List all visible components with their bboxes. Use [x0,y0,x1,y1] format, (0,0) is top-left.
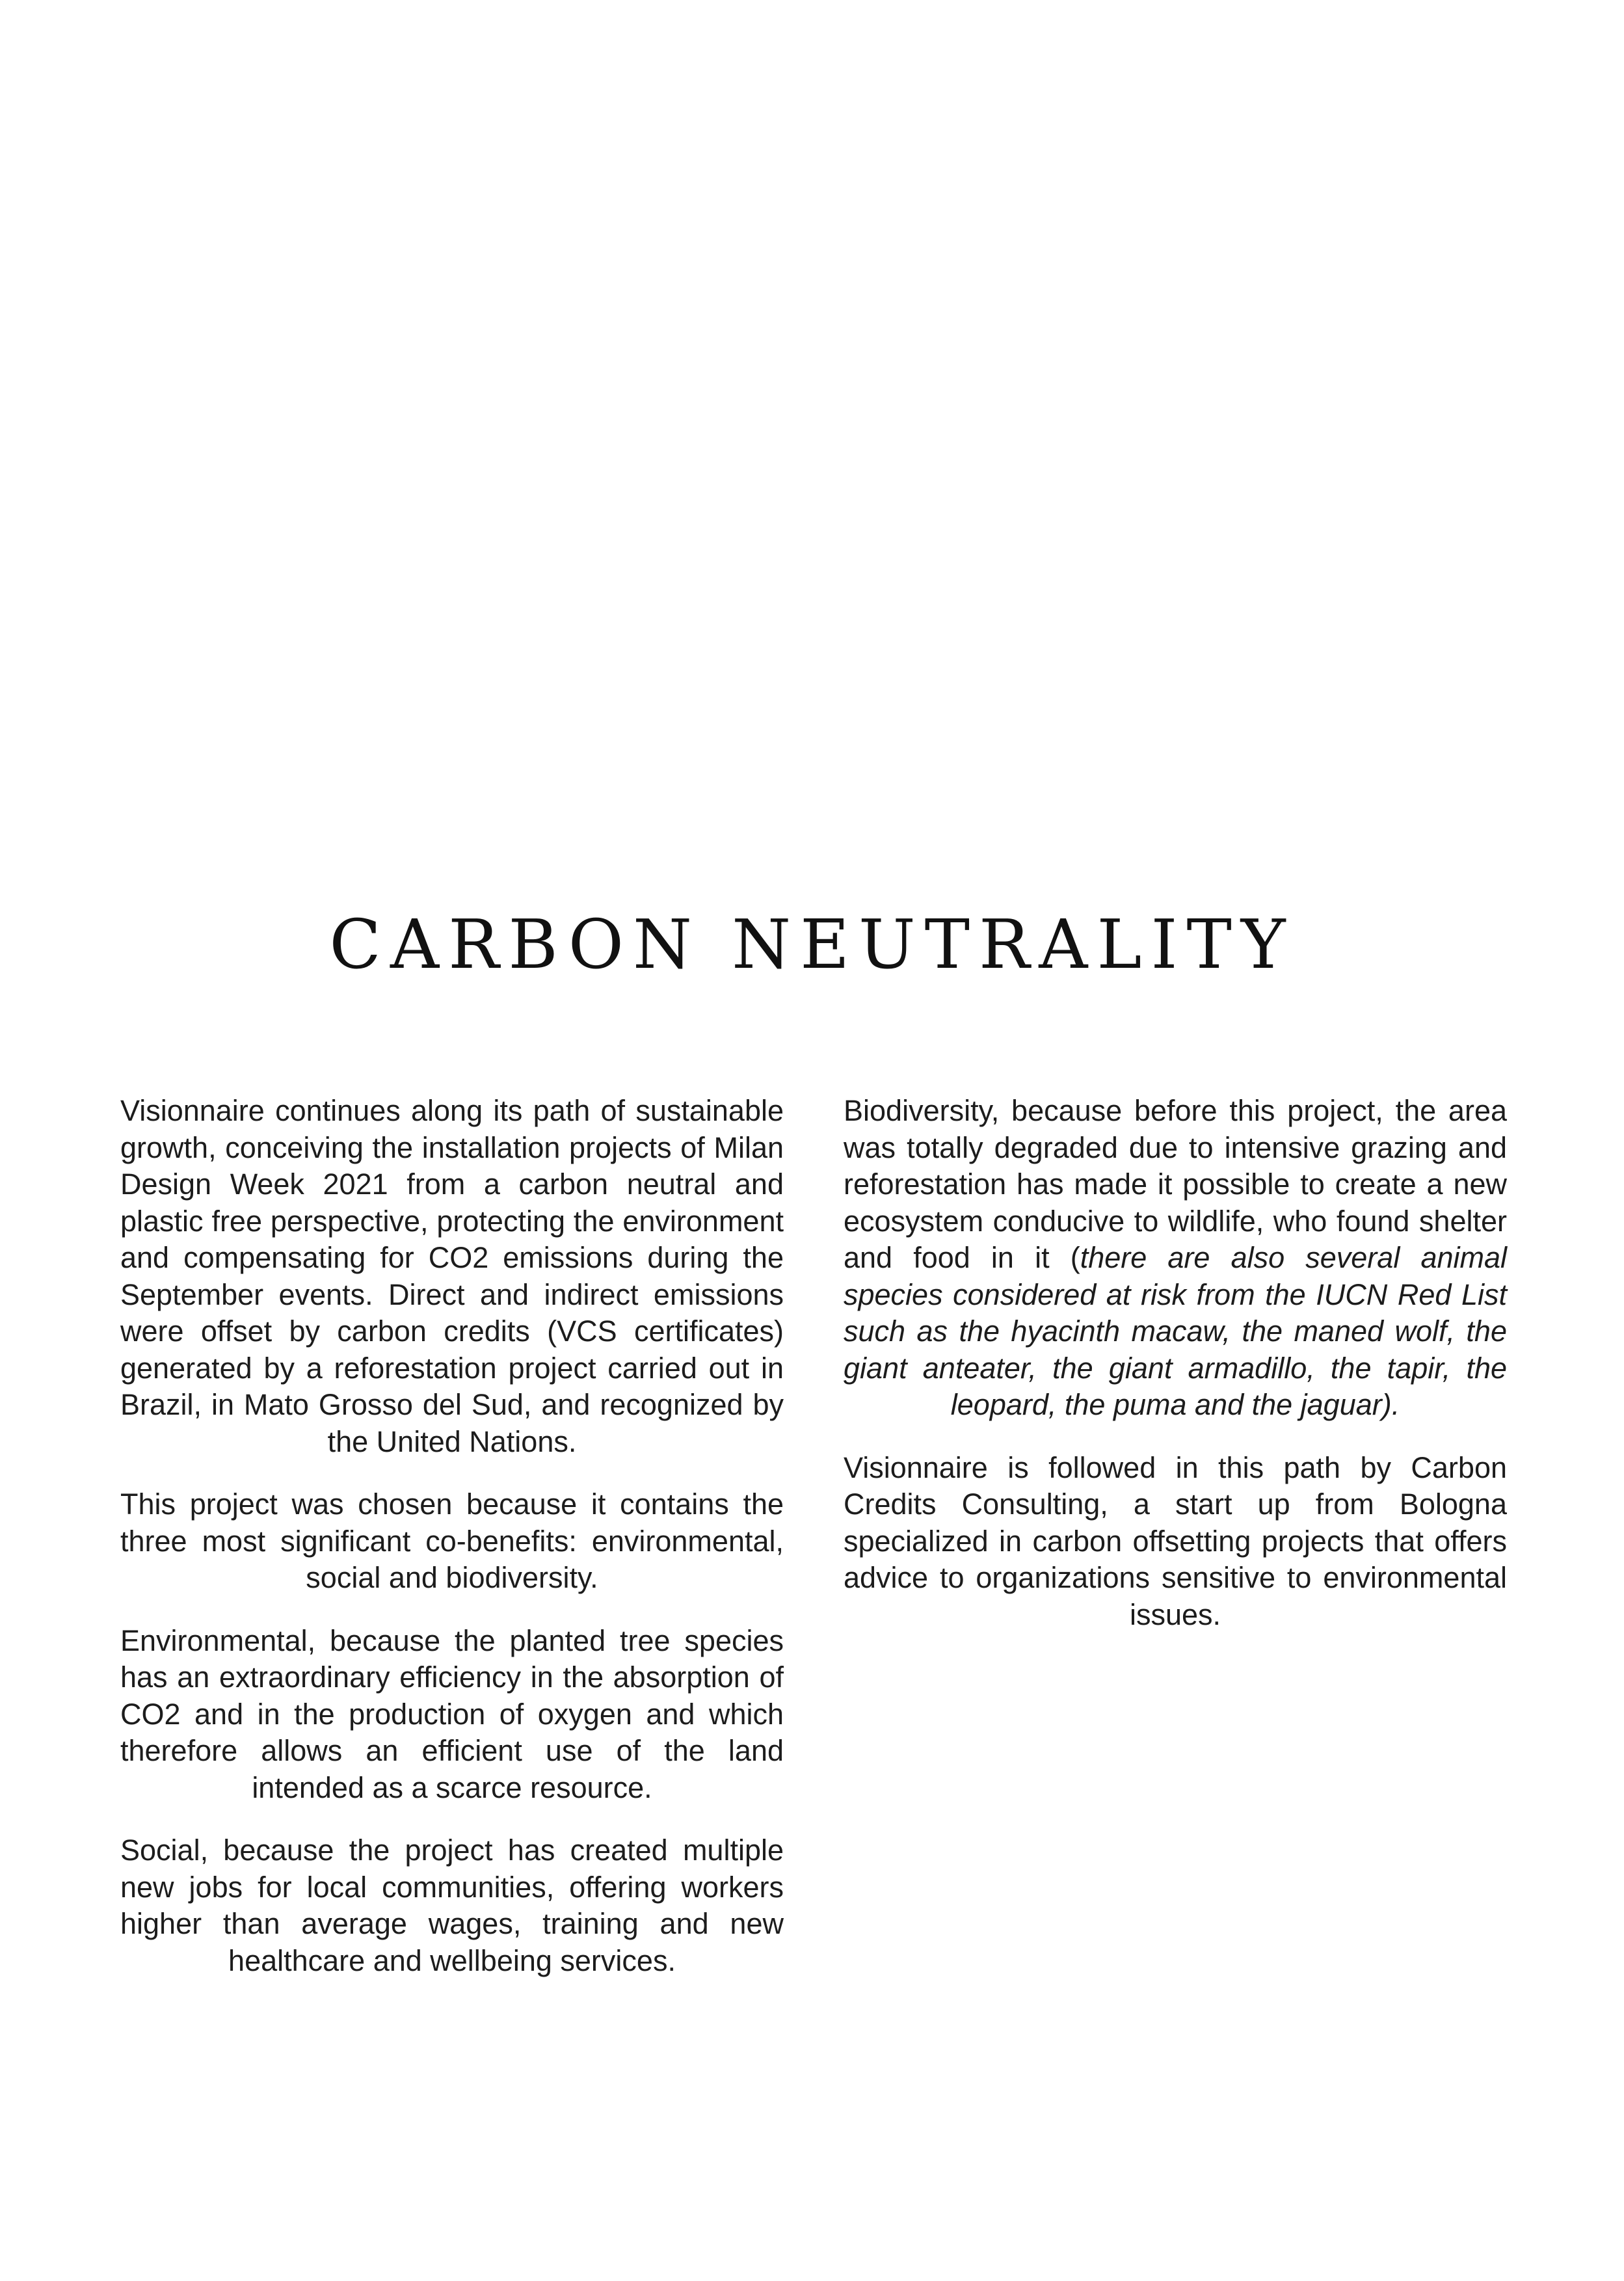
paragraph-intro: Visionnaire continues along its path of sustainable growth, conceiving the installation projects of Milan Design Week 2021 from a carbon neutral and plastic free perspective, protecting the environment and compensating for CO2 emissions during the September events. Direct and indirect emissions were offset by carbon credits (VCS certificates) generated by a reforestation project carried out in Brazil, in Mato Grosso del Sud, and recognized by the United Nations. [120,1094,784,1458]
paragraph-carbon-credits-consulting: Visionnaire is followed in this path by Carbon Credits Consulting, a start up from Bologna specialized in carbon offsetting projects that offers advice to organizations sensitive to environmental issues. [844,1450,1507,1631]
paragraph-co-benefits: This project was chosen because it contains the three most significant co-benefits: environmental, social and biodiversity. [120,1487,784,1594]
biodiversity-text: Biodiversity, because before this project, the area was totally degraded due to intensive grazing and reforestation has made it possible to create a new ecosystem conducive to wildlife, who found shelter and food in it ( [844,1094,1507,1274]
left-column [120,1093,784,2005]
paragraph-environmental: Environmental, because the planted tree species has an extraordinary efficiency in the absorption of CO2 and in the production of oxygen and which therefore allows an efficient use of the land intended as a scarce resource. [120,1623,784,1804]
biodiversity-species-note: there are also several animal species considered at risk from the IUCN Red List such as the hyacinth macaw, the maned wolf, the giant anteater, the giant armadillo, the tapir, the leopard, the puma and the jaguar). [844,1241,1508,1421]
right-column [844,1093,1507,1659]
paragraph-biodiversity [844,1093,1507,1424]
page-title: CARBON NEUTRALITY [329,905,1295,984]
paragraph-social: Social, because the project has created multiple new jobs for local communities, offering workers higher than average wages, training and new healthcare and wellbeing services. [120,1834,784,1977]
